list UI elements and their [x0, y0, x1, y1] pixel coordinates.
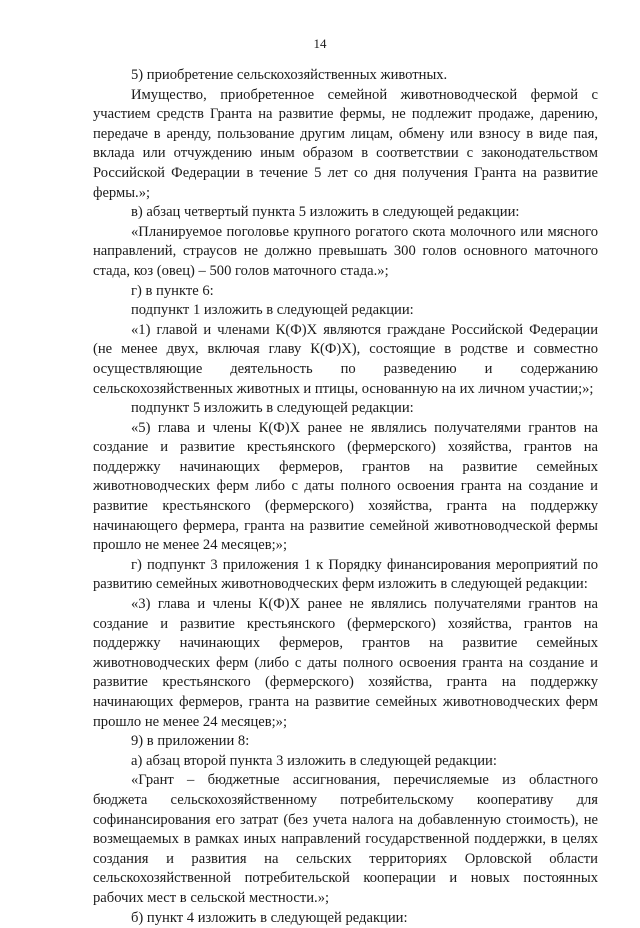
paragraph-subpoint-1-header: подпункт 1 изложить в следующей редакции:: [131, 302, 414, 319]
paragraph-clause-3-amend: а) абзац второй пункта 3 изложить в следующей редакции:: [131, 752, 497, 769]
paragraph-amend-clause-5: в) абзац четвертый пункта 5 изложить в следующей редакции:: [131, 204, 520, 221]
paragraph-livestock-limit: «Планируемое поголовье крупного рогатого скота молочного или мясного направлений, страусов не должно превышать 300 голов основного маточного стада, коз (овец) – 500 голов маточного стада.»;: [93, 223, 598, 279]
paragraph-appendix-8: 9) в приложении 8:: [131, 733, 250, 750]
paragraph-point-6: г) в пункте 6:: [131, 282, 214, 299]
document-body: [93, 66, 598, 928]
paragraph-subpoint-1-text: «1) главой и членами К(Ф)Х являются граждане Российской Федерации (не менее двух, включая главу К(Ф)Х), состоящие в родстве и совместно осуществляющие деятельность по разведению и содержанию сельскохозяйственных животных и птицы, основанную на их личном участии;»;: [93, 321, 598, 397]
paragraph-item-5-purchase: 5) приобретение сельскохозяйственных животных.: [131, 67, 448, 83]
paragraph-grant-definition: «Грант – бюджетные ассигнования, перечисляемые из областного бюджета сельскохозяйственному потребительскому кооперативу для софинансирования его затрат (без учета налога на добавленную стоимость), не возмещаемых в рамках иных направлений государственной поддержки, в целях создания и развития на сельских территориях Орловской области сельскохозяйственной потребительской кооперации и новых постоянных рабочих мест в сельской местности.»;: [93, 772, 598, 906]
paragraph-appendix-1-amend: г) подпункт 3 приложения 1 к Порядку финансирования мероприятий по развитию семейных животноводческих ферм изложить в следующей редакции:: [93, 556, 598, 593]
paragraph-subpoint-3-text: «3) глава и члены К(Ф)Х ранее не являлись получателями грантов на создание и развитие крестьянского (фермерского) хозяйства, грантов на поддержку начинающих фермеров, грантов на развитие семейных животноводческих ферм (либо с даты полного освоения гранта на создание и развитие крестьянского (фермерского) хозяйства, гранта на поддержку начинающих фермеров, гранта на развитие семейных животноводческих ферм прошло не менее 24 месяцев;»;: [93, 596, 598, 730]
paragraph-subpoint-5-header: подпункт 5 изложить в следующей редакции:: [131, 400, 414, 417]
page-number: 14: [313, 36, 327, 51]
paragraph-clause-4-amend: б) пункт 4 изложить в следующей редакции:: [131, 909, 408, 926]
paragraph-property-restriction: Имущество, приобретенное семейной животноводческой фермой с участием средств Гранта на развитие фермы, не подлежит продаже, дарению, передаче в аренду, пользование другим лицам, обмену или взносу в виде пая, вклада или отчуждению иным образом в соответствии с законодательством Российской Федерации в течение 5 лет со дня получения Гранта на развитие фермы.»;: [93, 86, 598, 201]
paragraph-subpoint-5-text: «5) глава и члены К(Ф)Х ранее не являлись получателями грантов на создание и развитие крестьянского (фермерского) хозяйства, грантов на поддержку начинающих фермеров, грантов на развитие семейных животноводческих ферм либо с даты полного освоения гранта на создание и развитие крестьянского (фермерского) хозяйства, гранта на поддержку начинающего фермера, гранта на развитие семейной животноводческой фермы прошло не менее 24 месяцев;»;: [93, 419, 598, 554]
